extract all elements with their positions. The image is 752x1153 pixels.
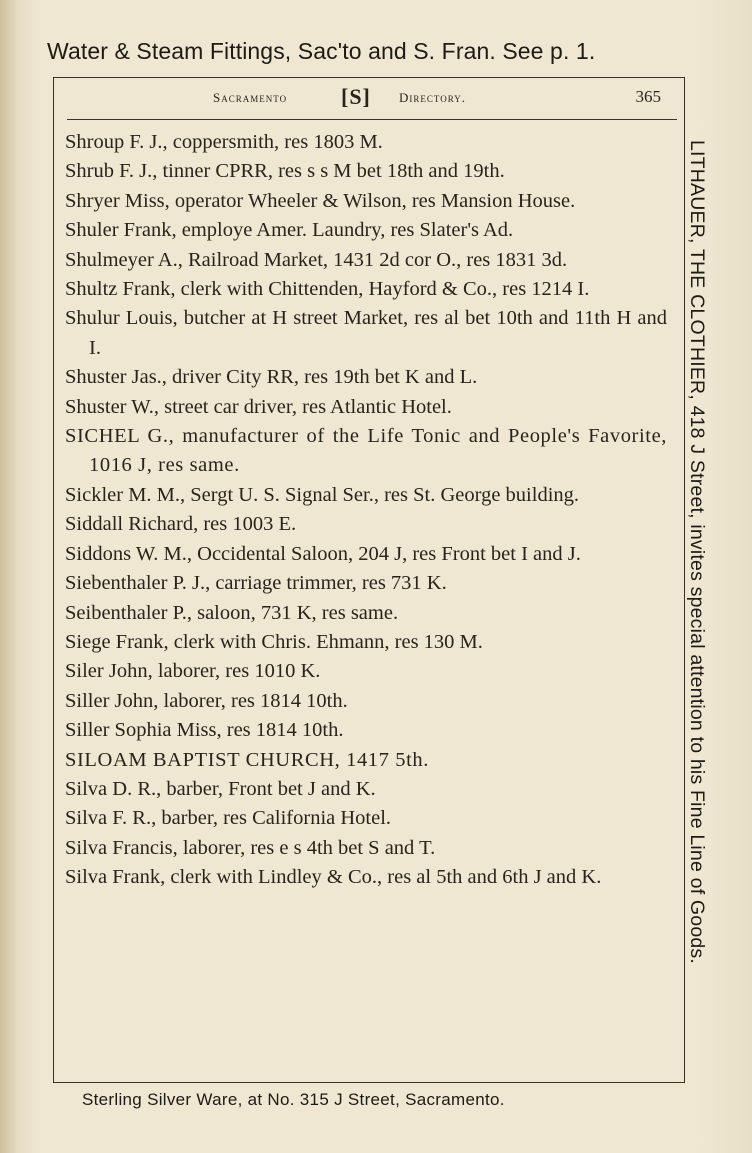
directory-entry: Siege Frank, clerk with Chris. Ehmann, res 130 M. xyxy=(65,630,483,653)
directory-entry: Shulmeyer A., Railroad Market, 1431 2d cor O., res 1831 3d. xyxy=(65,248,568,271)
directory-entry: Silva Francis, laborer, res e s 4th bet S and T. xyxy=(65,836,436,859)
directory-entries xyxy=(65,128,667,893)
header-rule xyxy=(67,119,677,120)
header-letter: [S] xyxy=(341,84,371,109)
header-city: Sacramento xyxy=(213,90,288,105)
directory-entry: Shuster Jas., driver City RR, res 19th bet K and L. xyxy=(65,366,478,389)
directory-entry: Shuler Frank, employe Amer. Laundry, res Slater's Ad. xyxy=(65,219,514,242)
directory-entry: Shulur Louis, butcher at H street Market, res al bet 10th and 11th H and I. xyxy=(65,307,667,359)
directory-entry: Silva D. R., barber, Front bet J and K. xyxy=(65,777,376,800)
directory-entry: Siddons W. M., Occidental Saloon, 204 J, res Front bet I and J. xyxy=(65,542,581,565)
directory-entry: Siller John, laborer, res 1814 10th. xyxy=(65,689,348,712)
directory-entry: Silva Frank, clerk with Lindley & Co., res al 5th and 6th J and K. xyxy=(65,866,602,889)
directory-entry: Shuster W., street car driver, res Atlantic Hotel. xyxy=(65,395,452,418)
directory-entry: SILOAM BAPTIST CHURCH, 1417 5th. xyxy=(65,748,429,771)
directory-entry: Shryer Miss, operator Wheeler & Wilson, res Mansion House. xyxy=(65,189,576,212)
directory-entry: Silva F. R., barber, res California Hotel. xyxy=(65,807,392,830)
directory-entry: Shroup F. J., coppersmith, res 1803 M. xyxy=(65,131,383,153)
running-header xyxy=(53,86,685,114)
side-advertisement: LITHAUER, THE CLOTHIER, 418 J Street, invites special attention to his Fine Line of Goods. xyxy=(686,140,708,964)
top-advertisement: Water & Steam Fittings, Sac'to and S. Fran. See p. 1. xyxy=(47,38,596,64)
directory-entry: Sickler M. M., Sergt U. S. Signal Ser., res St. George building. xyxy=(65,483,580,506)
header-title: Directory. xyxy=(399,90,466,105)
directory-entry: SICHEL G., manufacturer of the Life Tonic and People's Favorite, 1016 J, res same. xyxy=(65,425,667,477)
directory-entry: Siler John, laborer, res 1010 K. xyxy=(65,660,321,683)
directory-entry: Seibenthaler P., saloon, 731 K, res same. xyxy=(65,601,399,624)
directory-entry: Siebenthaler P. J., carriage trimmer, res 731 K. xyxy=(65,572,447,595)
bottom-advertisement: Sterling Silver Ware, at No. 315 J Street, Sacramento. xyxy=(82,1090,505,1109)
directory-entry: Shultz Frank, clerk with Chittenden, Hayford & Co., res 1214 I. xyxy=(65,278,590,301)
directory-entry: Siddall Richard, res 1003 E. xyxy=(65,513,297,536)
directory-entry: Siller Sophia Miss, res 1814 10th. xyxy=(65,719,344,742)
directory-entry: Shrub F. J., tinner CPRR, res s s M bet 18th and 19th. xyxy=(65,160,505,183)
page-number: 365 xyxy=(635,87,661,106)
